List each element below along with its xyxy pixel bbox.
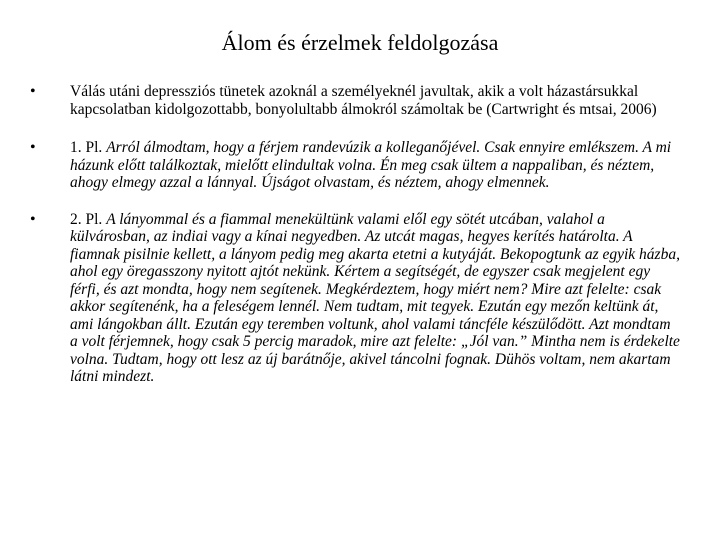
bullet-list — [30, 83, 680, 405]
slide-title: Álom és érzelmek feldolgozása — [221, 30, 499, 55]
bullet-lead: Válás utáni depressziós tünetek azoknál a személyeknél javultak, akik a volt házastársukkal kapcsolatban kidolgozottabb, bonyolultabb álmokról számoltak be (Cartwright és mtsai, 2006) — [70, 83, 657, 118]
bullet-text — [70, 139, 680, 192]
bullet-item-divorce-study — [30, 83, 680, 118]
bullet-text — [70, 211, 680, 386]
bullet-item-example-1 — [30, 139, 680, 192]
example-label: 2. Pl. — [70, 210, 107, 228]
bullet-icon: • — [30, 210, 36, 228]
dream-report: A lányommal és a fiammal menekültünk valami elől egy sötét utcában, valahol a külvárosban, az indiai vagy a kínai negyedben. Az utcát magas, hegyes kerítés határolta. A fiamnak pisilnie kellett, a lányom pedig meg akarta etetni a kutyáját. Bekopogtunk az egyik házba, ahol egy öregasszony nyitott ajtót nekünk. Kértem a segítségét, de egyszer csak megjelent egy férfi, és azt mondta, hogy nem segítenek. Megkérdeztem, hogy miért nem? Mire azt felelte: csak akkor segítenénk, ha a feleségem lennél. Nem tudtam, mit tegyek. Ezután egy mezőn keltünk át, ami lángokban állt. Ezután egy teremben voltunk, ahol valami táncféle készülődött. Azt mondtam a volt férjemnek, hogy csak 5 percig maradok, mire azt felelte: „Jól van.” Mintha nem is érdekelte volna. Tudtam, hogy ott lesz az új barátnője, akivel táncolni fognak. Dühös voltam, nem akartam látni mindezt. — [70, 210, 680, 385]
dream-report: Arról álmodtam, hogy a férjem randevúzik a kolleganőjével. Csak ennyire emlékszem. A mi házunk előtt találkoztak, mielőtt elindultak volna. Én meg csak ültem a nappaliban, és néztem, ahogy elmegy azzal a lánnyal. Újságot olvastam, és néztem, ahogy elmennek. — [70, 139, 672, 191]
bullet-text — [70, 83, 680, 118]
bullet-icon: • — [30, 139, 36, 156]
bullet-icon: • — [30, 83, 36, 100]
bullet-item-example-2 — [30, 211, 680, 386]
example-label: 1. Pl. — [70, 139, 107, 156]
